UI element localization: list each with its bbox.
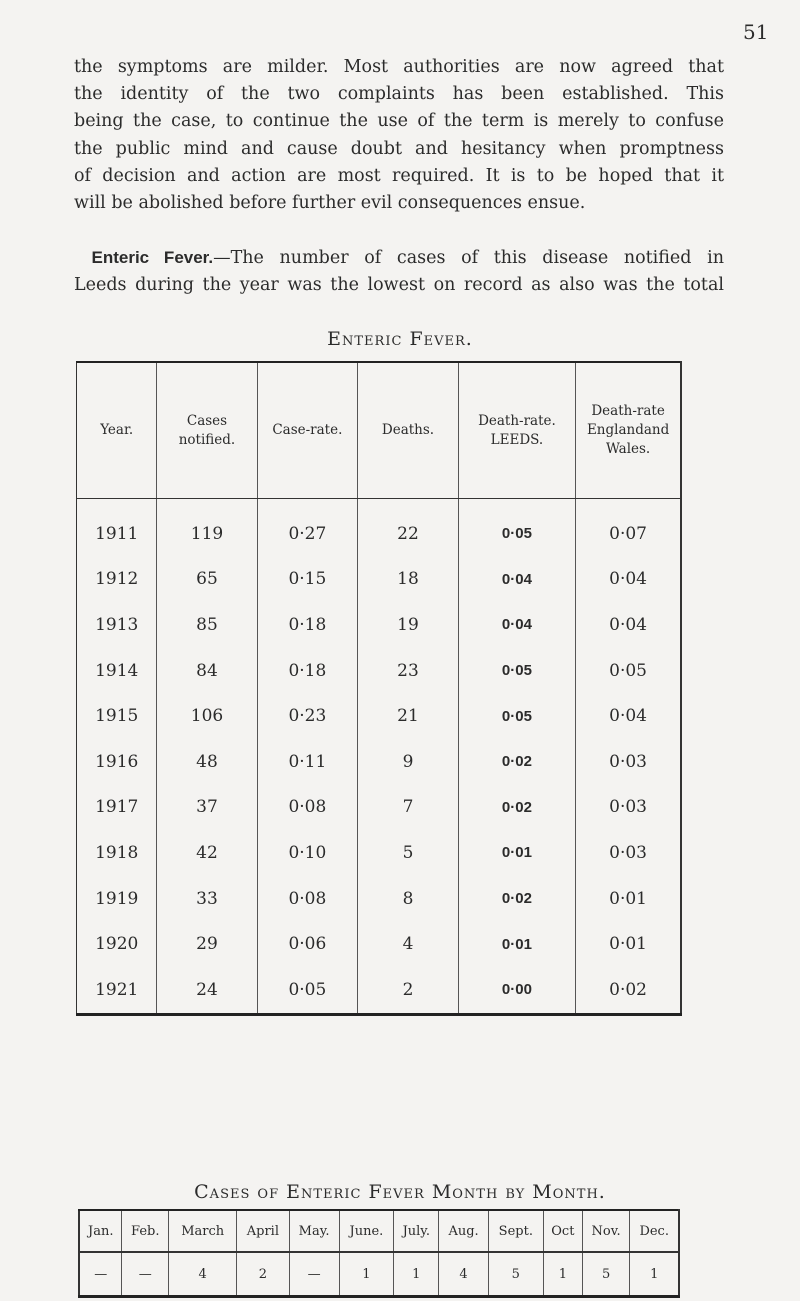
paragraph-line <box>74 244 724 272</box>
table-cell: 1918 <box>95 842 139 863</box>
paragraph-line: the public mind and cause doubt and hesitancy when promptness <box>74 138 724 159</box>
table-header-row <box>79 1210 679 1252</box>
table-row <box>77 785 682 831</box>
table-cell: 0·07 <box>576 499 681 557</box>
table-cell: 0·05 <box>458 693 575 739</box>
table-cell: 0·02 <box>458 876 575 922</box>
table-cell: 0·18 <box>257 602 358 648</box>
column-header: Deaths. <box>358 362 459 499</box>
table-cell: 106 <box>157 693 257 739</box>
month-header: Dec. <box>630 1210 679 1252</box>
paragraph-line: being the case, to continue the use of the term is merely to confuse <box>74 111 724 132</box>
table-cell: 33 <box>157 876 257 922</box>
page-number: 51 <box>743 20 769 44</box>
table-cell: 42 <box>157 830 257 876</box>
table-cell: 0·04 <box>458 602 575 648</box>
paragraph-line: Leeds during the year was the lowest on record as also was the total <box>74 275 724 296</box>
table-cell: 1917 <box>95 797 139 818</box>
table-cell: 48 <box>157 739 257 785</box>
month-value: — <box>94 1266 108 1282</box>
table-cell: 0·02 <box>576 967 681 1014</box>
table-cell: 0·23 <box>257 693 358 739</box>
table-cell: 0·11 <box>257 739 358 785</box>
paragraph-line: of decision and action are most required. It is to be hoped that it <box>74 165 724 186</box>
table-cell: 29 <box>157 921 257 967</box>
table-cell: 0·04 <box>576 693 681 739</box>
table-row <box>77 693 682 739</box>
enteric-fever-paragraph <box>74 244 724 299</box>
month-header: July. <box>394 1210 439 1252</box>
month-value: 5 <box>488 1252 543 1297</box>
table-cell: 22 <box>358 499 459 557</box>
month-value: 1 <box>339 1252 394 1297</box>
table-cell: 7 <box>358 785 459 831</box>
table-cell: 119 <box>157 499 257 557</box>
table-cell: 8 <box>358 876 459 922</box>
table-cell: 0·01 <box>458 921 575 967</box>
month-header: April <box>237 1210 289 1252</box>
table-cell: 85 <box>157 602 257 648</box>
table-cell: 0·08 <box>257 785 358 831</box>
table-cell: 23 <box>358 648 459 694</box>
table-cell: 1911 <box>95 523 139 544</box>
table-caption: Cases of Enteric Fever Month by Month. <box>194 1181 606 1203</box>
month-header: Feb. <box>122 1210 169 1252</box>
table-cell: 0·04 <box>576 602 681 648</box>
table-row <box>77 557 682 603</box>
paragraph-line: will be abolished before further evil consequences ensue. <box>74 193 586 214</box>
month-header: Oct <box>543 1210 582 1252</box>
table-row <box>77 739 682 785</box>
table-row <box>77 967 682 1014</box>
section-heading: Enteric Fever. <box>91 248 214 267</box>
table-header-row <box>77 362 682 499</box>
table-row <box>79 1252 679 1297</box>
table-cell: 1921 <box>95 979 139 1000</box>
table-row <box>77 499 682 557</box>
table-cell: 4 <box>358 921 459 967</box>
month-header: Nov. <box>582 1210 630 1252</box>
table-cell: 1919 <box>95 888 139 909</box>
table-cell: 24 <box>157 967 257 1014</box>
table-cell: 0·05 <box>458 499 575 557</box>
table-cell: 0·01 <box>458 830 575 876</box>
table-row <box>77 830 682 876</box>
table-cell: 0·05 <box>257 967 358 1014</box>
month-header: June. <box>339 1210 394 1252</box>
month-value: 4 <box>439 1252 488 1297</box>
table-cell: 0·01 <box>576 921 681 967</box>
column-header: Death-rate Englandand Wales. <box>576 362 681 499</box>
table-cell: 0·03 <box>576 785 681 831</box>
table-cell: 0·03 <box>576 739 681 785</box>
table-cell: 65 <box>157 557 257 603</box>
paragraph-text: —The number of cases of this disease notified in <box>213 248 724 268</box>
paragraph-line: the identity of the two complaints has been established. This <box>74 84 724 105</box>
table-cell: 0·03 <box>576 830 681 876</box>
table-cell: 2 <box>358 967 459 1014</box>
month-value: 5 <box>582 1252 630 1297</box>
month-header: March <box>169 1210 237 1252</box>
month-value: — <box>122 1252 169 1297</box>
table-row <box>77 921 682 967</box>
month-value: — <box>289 1252 339 1297</box>
table-cell: 0·05 <box>458 648 575 694</box>
month-header: Sept. <box>488 1210 543 1252</box>
month-header: Aug. <box>439 1210 488 1252</box>
table-cell: 0·02 <box>458 739 575 785</box>
month-header: May. <box>289 1210 339 1252</box>
table-cell: 1914 <box>95 660 139 681</box>
enteric-fever-table <box>76 361 682 1016</box>
column-header: Death-rate. LEEDS. <box>458 362 575 499</box>
table-cell: 0·06 <box>257 921 358 967</box>
table-cell: 9 <box>358 739 459 785</box>
table-cell: 0·02 <box>458 785 575 831</box>
table-cell: 0·01 <box>576 876 681 922</box>
table-cell: 84 <box>157 648 257 694</box>
table-cell: 0·15 <box>257 557 358 603</box>
table-cell: 0·00 <box>458 967 575 1014</box>
table-cell: 1912 <box>95 569 139 590</box>
table-row <box>77 648 682 694</box>
column-header: Cases notified. <box>157 362 257 499</box>
month-header: Jan. <box>79 1210 122 1252</box>
table-cell: 1915 <box>95 706 139 727</box>
table-cell: 19 <box>358 602 459 648</box>
table-cell: 0·18 <box>257 648 358 694</box>
month-value: 1 <box>543 1252 582 1297</box>
month-value: 1 <box>630 1252 679 1297</box>
table-cell: 1916 <box>95 751 139 772</box>
table-cell: 1920 <box>95 934 139 955</box>
table-cell: 0·05 <box>576 648 681 694</box>
table-cell: 21 <box>358 693 459 739</box>
table-row <box>77 876 682 922</box>
table-cell: 0·04 <box>458 557 575 603</box>
month-value: 2 <box>237 1252 289 1297</box>
table-caption: Enteric Fever. <box>327 328 473 350</box>
table-row <box>77 602 682 648</box>
table-cell: 0·08 <box>257 876 358 922</box>
table-cell: 1913 <box>95 614 139 635</box>
paragraph-line: the symptoms are milder. Most authorities are now agreed that <box>74 57 724 77</box>
table-cell: 0·27 <box>257 499 358 557</box>
table-cell: 5 <box>358 830 459 876</box>
table-cell: 37 <box>157 785 257 831</box>
monthly-cases-table <box>78 1209 680 1298</box>
table-cell: 0·04 <box>576 557 681 603</box>
table-cell: 18 <box>358 557 459 603</box>
table-cell: 0·10 <box>257 830 358 876</box>
column-header: Case-rate. <box>257 362 358 499</box>
month-value: 1 <box>394 1252 439 1297</box>
body-paragraph <box>74 54 724 217</box>
column-header: Year. <box>77 362 157 499</box>
month-value: 4 <box>169 1252 237 1297</box>
